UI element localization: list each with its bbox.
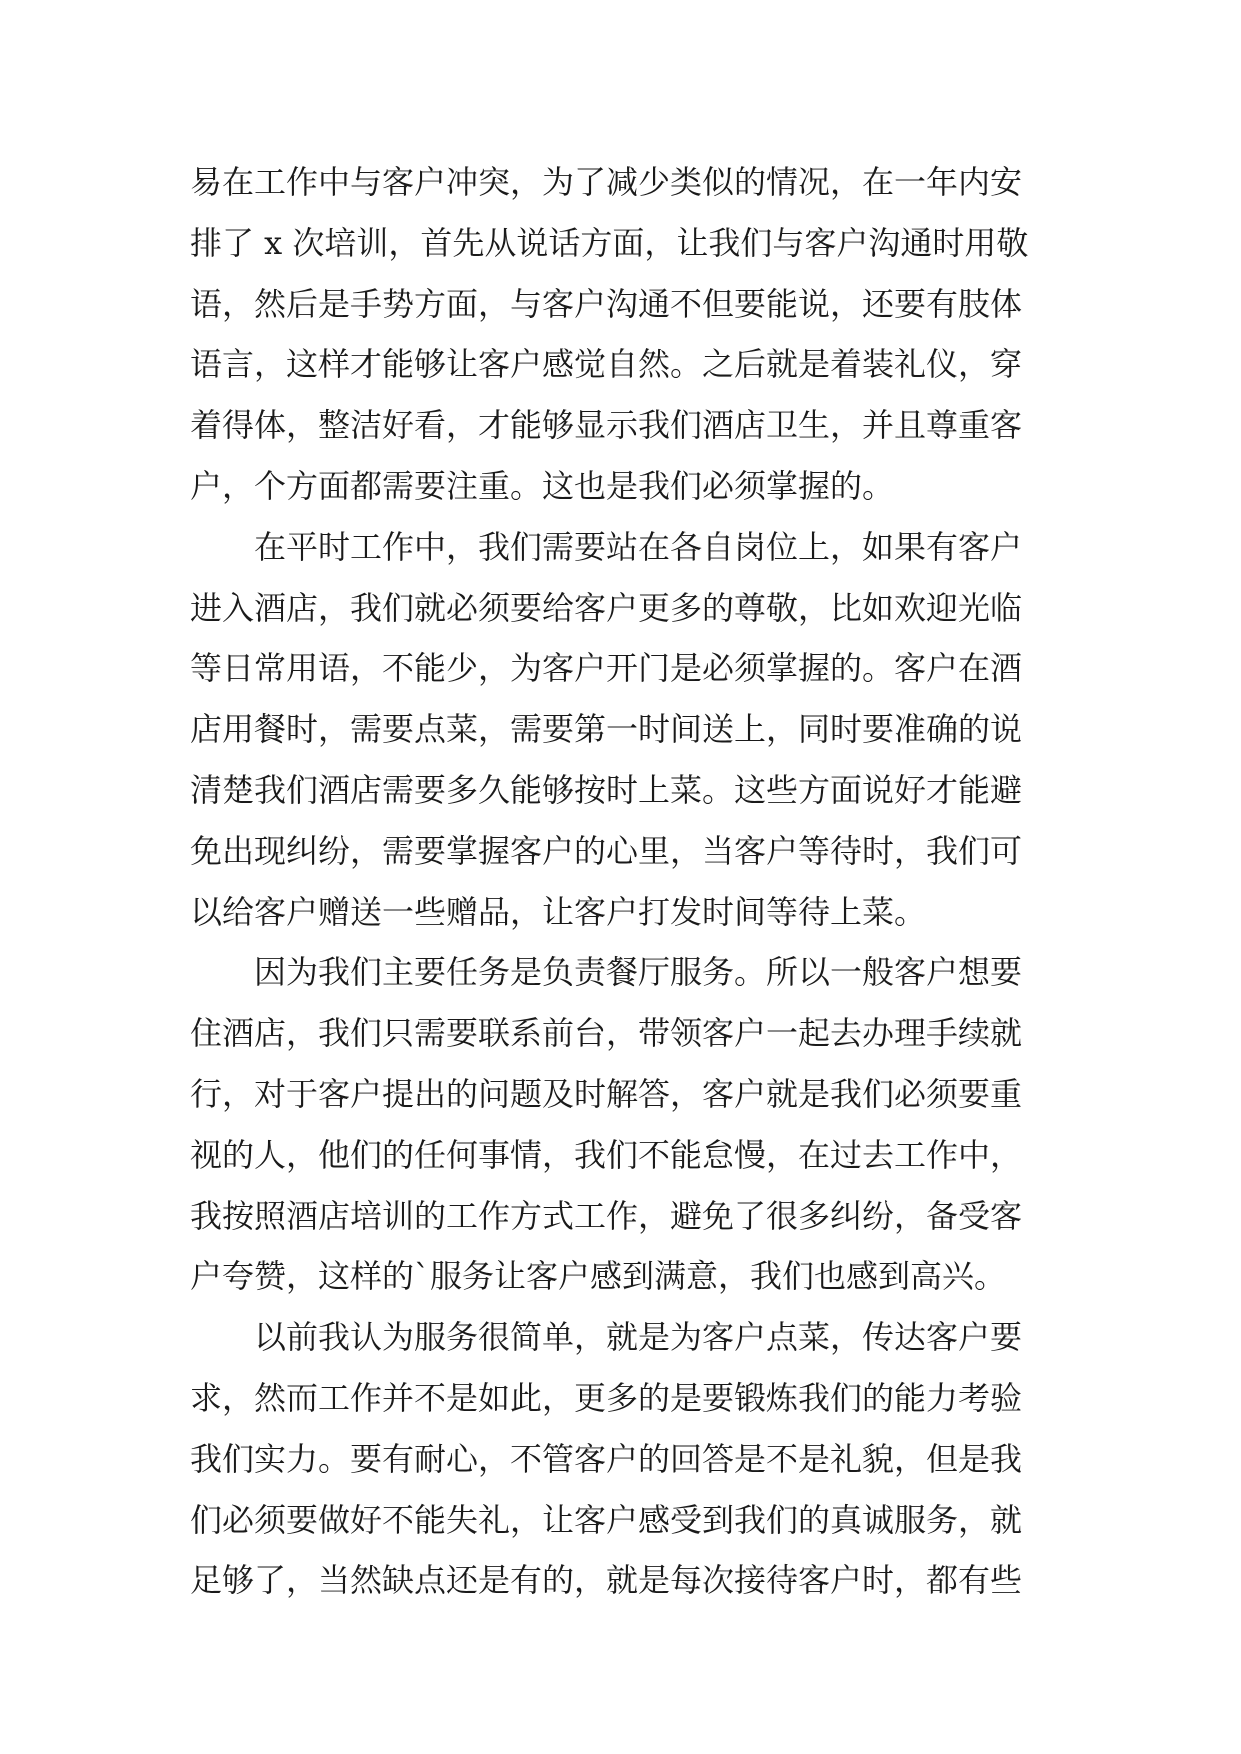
text-line: 店用餐时，需要点菜，需要第一时间送上，同时要准确的说 [190,710,1023,749]
text-line: 语，然后是手势方面，与客户沟通不但要能说，还要有肢体 [190,284,1023,323]
body-text [190,152,1070,1611]
text-line: 语言，这样才能够让客户感觉自然。之后就是着装礼仪，穿 [190,345,1023,384]
text-line: 进入酒店，我们就必须要给客户更多的尊敬，比如欢迎光临 [190,588,1023,627]
text-line: 视的人，他们的任何事情，我们不能怠慢，在过去工作中， [190,1135,1023,1174]
text-line: 我们实力。要有耐心，不管客户的回答是不是礼貌，但是我 [190,1439,1023,1478]
text-line: 排了 x 次培训，首先从说话方面，让我们与客户沟通时用敬 [190,223,1029,262]
text-line: 住酒店，我们只需要联系前台，带领客户一起去办理手续就 [190,1014,1023,1053]
text-line: 等日常用语，不能少，为客户开门是必须掌握的。客户在酒 [190,649,1023,688]
text-line: 户夸赞，这样的`服务让客户感到满意，我们也感到高兴。 [190,1257,1007,1296]
text-line: 求，然而工作并不是如此，更多的是要锻炼我们的能力考验 [190,1378,1023,1417]
text-line: 以给客户赠送一些赠品，让客户打发时间等待上菜。 [190,892,927,931]
text-line: 免出现纠纷，需要掌握客户的心里，当客户等待时，我们可 [190,831,1023,870]
text-line: 易在工作中与客户冲突，为了减少类似的情况，在一年内安 [190,163,1023,201]
paragraph-first-line: 因为我们主要任务是负责餐厅服务。所以一般客户想要 [254,953,1023,992]
paragraph-first-line: 以前我认为服务很简单，就是为客户点菜，传达客户要 [254,1318,1023,1357]
text-line: 我按照酒店培训的工作方式工作，避免了很多纠纷，备受客 [190,1196,1023,1235]
text-line: 们必须要做好不能失礼，让客户感受到我们的真诚服务，就 [190,1500,1023,1539]
text-line: 行，对于客户提出的问题及时解答，客户就是我们必须要重 [190,1074,1023,1113]
text-line: 户，个方面都需要注重。这也是我们必须掌握的。 [190,466,895,505]
paragraph-first-line: 在平时工作中，我们需要站在各自岗位上，如果有客户 [254,527,1023,566]
text-line: 清楚我们酒店需要多久能够按时上菜。这些方面说好才能避 [190,770,1023,809]
text-line: 足够了，当然缺点还是有的，就是每次接待客户时，都有些 [190,1561,1023,1600]
text-line: 着得体，整洁好看，才能够显示我们酒店卫生，并且尊重客 [190,406,1023,445]
